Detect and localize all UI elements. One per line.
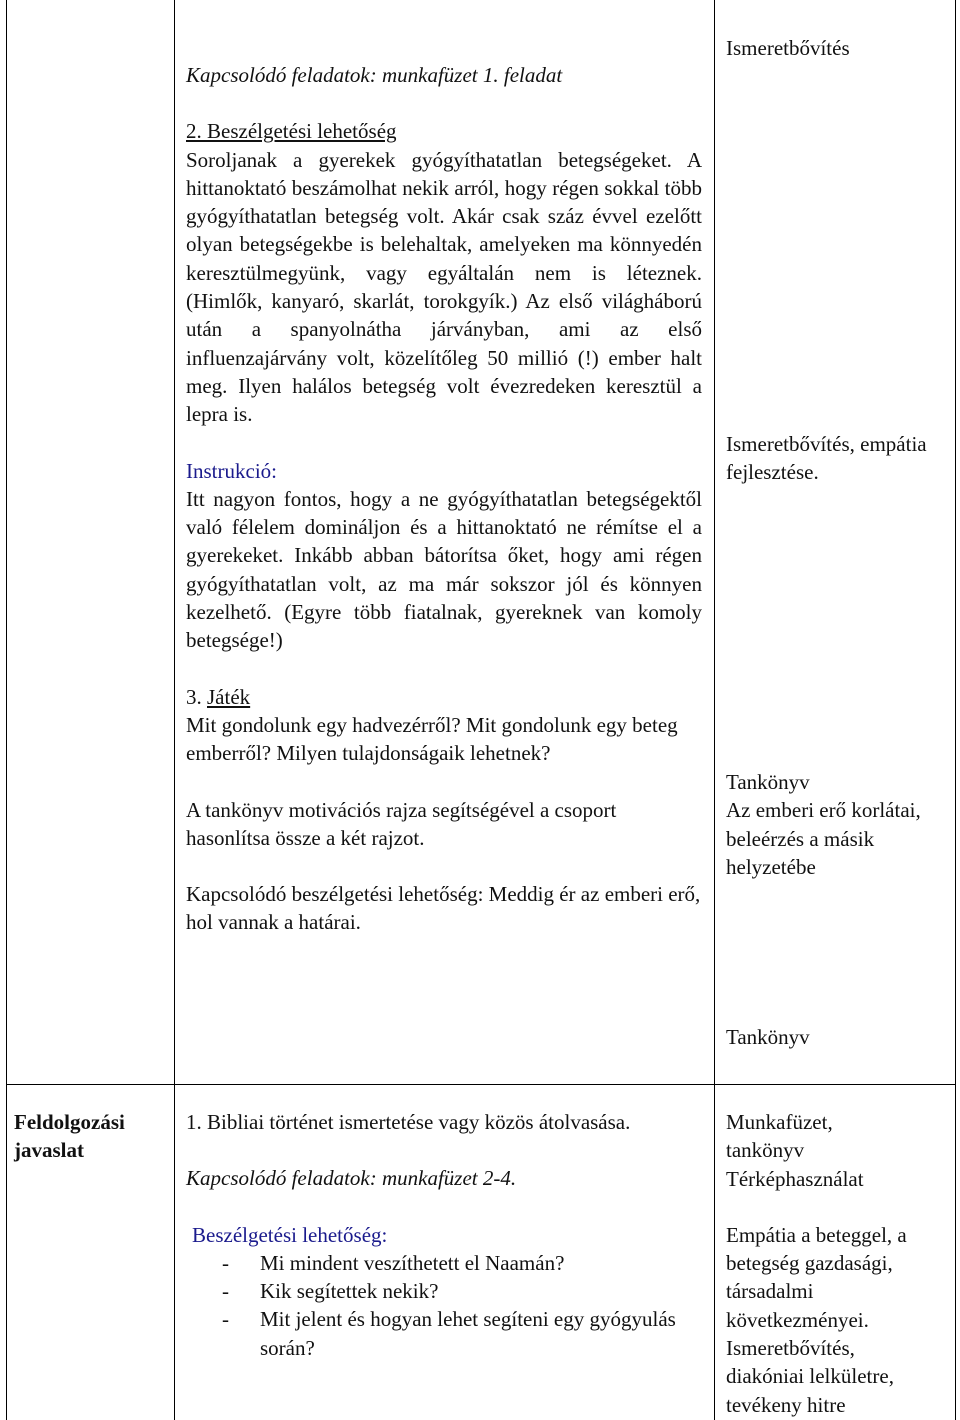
bottom-right-note-2: Térképhasználat: [726, 1166, 864, 1191]
top-right-note-4: Tankönyv: [726, 1025, 810, 1049]
question-item: - Mi mindent veszíthetett el Naamán?: [186, 1249, 702, 1277]
jatek-heading: Játék: [207, 684, 251, 709]
question-item: - Kik segítettek nekik?: [186, 1277, 702, 1305]
top-right-note-3-text: Az emberi erő korlátai, beleérzés a másik helyzetébe: [726, 798, 921, 879]
dash-marker: -: [222, 1307, 229, 1332]
jatek-heading-line: [186, 683, 702, 711]
bottom-main-cell: [186, 1108, 702, 1362]
question-item: - Mit jelent és hogyan lehet segíteni egy gyógyulás során?: [222, 1307, 676, 1360]
bottom-right-note-3: Empátia a beteggel, a betegség gazdasági, társadalmi következményei.: [726, 1222, 907, 1332]
tankonyv-text: A tankönyv motivációs rajza segítségével a csoport hasonlítsa össze a két rajzot.: [186, 797, 617, 850]
bibliai-tortenet-text: 1. Bibliai történet ismertetése vagy közös átolvasása.: [186, 1110, 631, 1134]
bottom-beszelgetes-label: Beszélgetési lehetőség:: [192, 1222, 388, 1247]
table-divider-2: [714, 0, 715, 1420]
table-border-left: [6, 0, 7, 1420]
bottom-right-note-4: Ismeretbővítés, diakóniai lelkületre, tevékeny hitre: [726, 1336, 894, 1417]
top-right-note-2: Ismeretbővítés, empátia fejlesztése.: [726, 432, 927, 485]
bottom-kapcsolodo-text: Kapcsolódó feladatok: munkafüzet 2-4.: [186, 1166, 517, 1191]
instrukcio-label: Instrukció:: [186, 458, 277, 483]
kapcsolodo-feladat-text: Kapcsolódó feladatok: munkafüzet 1. feladat: [186, 63, 563, 87]
table-border-right: [955, 0, 956, 1420]
top-right-note-3: [726, 768, 948, 881]
top-right-note-1: Ismeretbővítés: [726, 36, 850, 60]
beszelgetes-text: Soroljanak a gyerekek gyógyíthatatlan betegségeket. A hittanoktató beszámolhat nekik arról, hogy régen sokkal több gyógyíthatatlan betegség volt. Akár csak száz évvel ezelőtt olyan betegségekbe is belehaltak, amelyeken ma könnyedén keresztülmegyünk, vagy egyáltalán nem is léteznek. (Himlők, kanyaró, skarlát, torokgyík.) Az első világháború után a spanyolnátha járványban, ami az első influenzajárvány volt, közelítőleg 50 millió (!) ember halt meg. Ilyen halálos betegség volt évezredeken keresztül a lepra is.: [186, 147, 702, 427]
dash-marker: -: [222, 1279, 229, 1304]
jatek-text: Mit gondolunk egy hadvezérről? Mit gondolunk egy beteg emberről? Milyen tulajdonságaik lehetnek?: [186, 712, 678, 766]
table-divider-1: [174, 0, 175, 1420]
dash-marker: -: [222, 1250, 229, 1275]
kapcsolodo-beszelgetes-text: Kapcsolódó beszélgetési lehetőség: Meddig ér az emberi erő, hol vannak a határai.: [186, 882, 701, 935]
top-right-note-3-title: Tankönyv: [726, 770, 810, 794]
beszelgetes-heading: 2. Beszélgetési lehetőség: [186, 119, 397, 144]
bottom-right-note-1: Munkafüzet, tankönyv: [726, 1110, 833, 1163]
instrukcio-text: Itt nagyon fontos, hogy a ne gyógyíthatatlan betegségektől való félelem domináljon és a hittanoktató ne rémítse el a gyerekeket. Inkább abban bátorítsa őket, hogy ami régen gyógyíthatatlan volt, az ma már sokszor jól és könnyen kezelhető. (Egyre több fiatalnak, gyereknek van komoly betegsége!): [186, 486, 702, 653]
table-row-divider: [6, 1084, 956, 1085]
bottom-right-cell: [726, 1108, 948, 1419]
jatek-number: 3.: [186, 684, 202, 709]
question-list: [186, 1249, 702, 1362]
feldolgozasi-javaslat-label: Feldolgozási javaslat: [14, 1110, 125, 1163]
top-main-cell: [186, 61, 702, 937]
